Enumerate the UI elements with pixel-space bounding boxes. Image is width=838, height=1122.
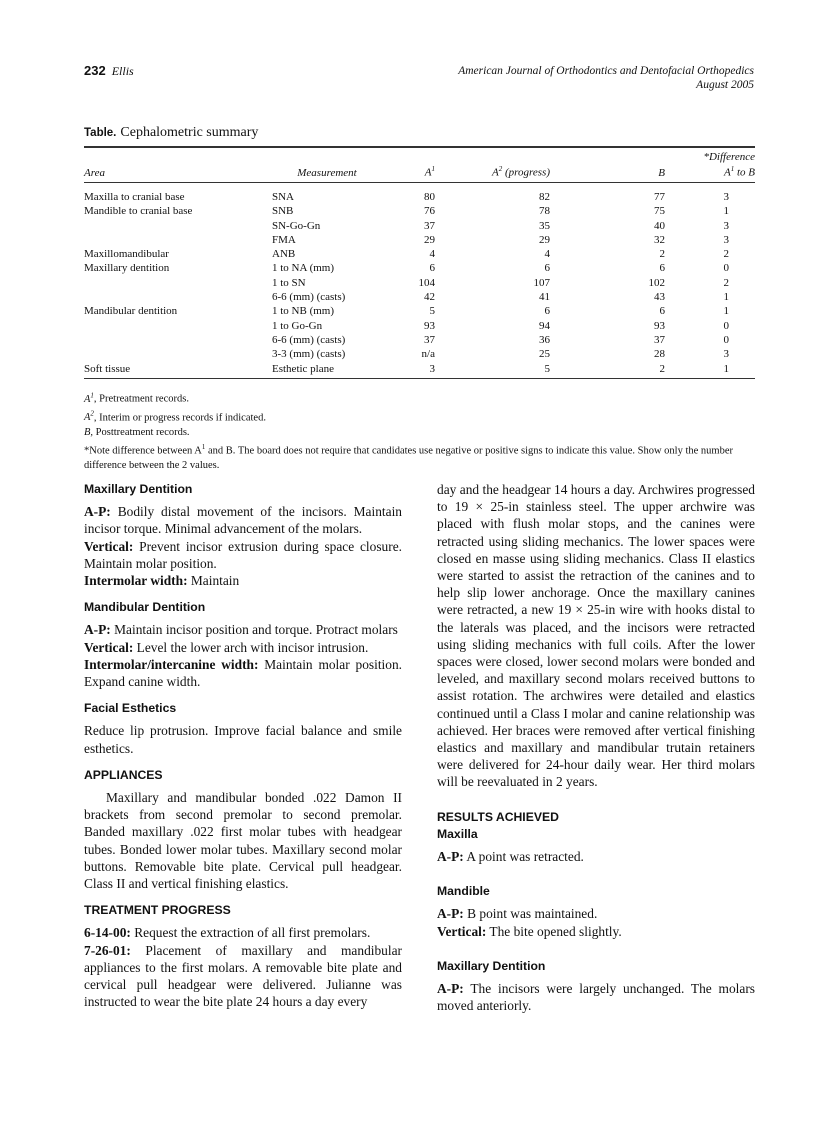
- paragraph: 7-26-01: Placement of maxillary and mandibular appliances to the first molars. A removable bite plate and cervical pull headgear were delivered. Julianne was instructed to wear the bite plate 24 hours a day every: [84, 942, 402, 1010]
- table-cell: [84, 333, 272, 347]
- table-row: [84, 190, 755, 204]
- table-cell: 2: [723, 248, 729, 261]
- table-title: Cephalometric summary: [120, 125, 259, 140]
- paragraph: Maxillary and mandibular bonded .022 Damon II brackets from second premolar to second premolar. Banded maxillary .022 first molar tubes with headgear tubes. Bonded lower molar tubes. Maxillary second molar buttons. Removable bite plate. Cervical pull headgear. Class II and vertical finishing elastics.: [84, 790, 402, 892]
- heading-maxilla: Maxilla: [437, 826, 478, 841]
- heading-maxillary-dentition-results: Maxillary Dentition: [437, 958, 546, 973]
- table-cell: [84, 347, 272, 361]
- table-cell: [84, 319, 272, 333]
- table-bottom-rule: [84, 378, 755, 379]
- table-cell: 40: [654, 219, 665, 232]
- table-cell: ANB: [272, 248, 296, 261]
- table-cell: 0: [723, 262, 729, 275]
- table-notes: [84, 388, 756, 473]
- paragraph: Intermolar width: Maintain: [84, 573, 240, 589]
- table-row: [84, 219, 755, 233]
- table-cell: 1 to Go-Gn: [272, 319, 323, 332]
- table-cell: 1: [723, 291, 729, 304]
- table-cell: [84, 219, 272, 233]
- table-cell: 0: [723, 333, 729, 346]
- page-number: 232: [84, 63, 106, 78]
- heading-maxillary-dentition: Maxillary Dentition: [84, 482, 193, 496]
- table-cell: 3: [723, 233, 729, 246]
- heading-mandibular-dentition: Mandibular Dentition: [84, 600, 206, 615]
- paragraph: A-P: Bodily distal movement of the incisors. Maintain incisor torque. Minimal advancement of the molars.: [84, 504, 402, 537]
- issue-date: August 2005: [696, 79, 754, 91]
- heading-mandible: Mandible: [437, 884, 490, 899]
- table-cell: 3: [723, 191, 729, 203]
- table-row: [84, 233, 755, 247]
- author: Ellis: [111, 64, 134, 78]
- table-cell: SN-Go-Gn: [272, 219, 321, 232]
- table-cell: 6: [659, 262, 665, 275]
- table-cell: 102: [648, 276, 665, 289]
- table-header-row: [84, 149, 755, 182]
- table-cell: 1 to SN: [272, 276, 306, 289]
- table-cell: 80: [424, 191, 435, 203]
- table-cell: 82: [539, 191, 550, 203]
- journal-name: American Journal of Orthodontics and Dentofacial Orthopedics: [458, 65, 754, 77]
- header-measurement: Measurement: [297, 167, 357, 179]
- table-cell: Mandibular dentition: [84, 305, 178, 318]
- paragraph: day and the headgear 14 hours a day. Archwires progressed to 19 × 25-in stainless steel. The upper archwire was placed with flush molar stops, and the canines were retracted using sliding mechanics. The lower spaces were closed en masse using sliding mechanics. Class II elastics were started to assist the retraction of the canines and to help slip lower anchorage. Once the maxillary canines were retracted, a new 19 × 25-in wire with hooks distal to the laterals was placed, and the incisors were retracted using sliding mechanics with full coils. After the lower spaces were closed, lower second molars were bonded and leveled, and maxillary second molars received buttons to assist rotation. The archwires were detailed and elastics continued until a Class I molar and canine relationship was achieved. Her braces were removed after vertical finishing elastics and maxillary and mandibular trutain retainers were delivered for 24-hour daily wear. Her third molars will be reevaluated in 2 years.: [437, 482, 755, 790]
- header-area: Area: [84, 167, 105, 179]
- header-a2: $A^2$ (progress): [492, 165, 550, 179]
- table-cell: 4: [429, 248, 435, 261]
- heading-appliances: APPLIANCES: [84, 767, 163, 782]
- header-difference: *Difference $A^1$ to B: [703, 151, 755, 179]
- table-cell: 6-6 (mm) (casts): [272, 291, 346, 304]
- table-cell: 6: [659, 305, 665, 318]
- paragraph: Vertical: The bite opened slightly.: [437, 923, 622, 939]
- table-row: [84, 319, 755, 333]
- table-cell: 4: [544, 248, 550, 261]
- table-cell: 35: [539, 219, 550, 232]
- table-cell: SNA: [272, 191, 295, 203]
- table-row: [84, 247, 755, 261]
- table-row: [84, 261, 755, 275]
- table-cell: 3: [723, 219, 729, 232]
- table-row: [84, 347, 755, 361]
- table-cell: 5: [544, 362, 550, 375]
- table-cell: Maxillomandibular: [84, 248, 169, 261]
- table-cell: 37: [424, 333, 435, 346]
- table-cell: 37: [424, 219, 435, 232]
- table-cell: 1 to NA (mm): [272, 262, 335, 275]
- paragraph: Intermolar/intercanine width: Maintain molar position. Expand canine width.: [84, 656, 403, 690]
- cephalometric-table: [84, 149, 755, 376]
- paragraph: A-P: A point was retracted.: [437, 849, 584, 865]
- table-cell: 1: [723, 205, 729, 218]
- table-cell: 6: [544, 262, 550, 275]
- header-a1: $A^1$: [424, 165, 435, 179]
- table-cell: [84, 290, 272, 304]
- paragraph: Vertical: Prevent incisor extrusion during space closure. Maintain molar position.: [84, 538, 402, 571]
- table-cell: 25: [539, 348, 550, 361]
- table-cell: 29: [424, 233, 435, 246]
- table-cell: SNB: [272, 205, 294, 218]
- table-cell: 41: [539, 291, 550, 304]
- table-cell: FMA: [272, 233, 296, 246]
- table-cell: 107: [533, 276, 550, 289]
- table-row: [84, 204, 755, 218]
- table-cell: 3: [723, 348, 729, 361]
- table-cell: Soft tissue: [84, 362, 131, 375]
- heading-results-achieved: RESULTS ACHIEVED: [437, 809, 559, 824]
- paragraph: A-P: Maintain incisor position and torque. Protract molars: [84, 622, 398, 638]
- table-cell: 2: [723, 276, 729, 289]
- paragraph: Reduce lip protrusion. Improve facial balance and smile esthetics.: [84, 723, 402, 756]
- table-cell: 1: [723, 362, 729, 375]
- header-b: B: [658, 167, 665, 179]
- table-cell: 104: [418, 276, 435, 289]
- note-b: B, Posttreatment records.: [84, 426, 190, 438]
- table-cell: 3-3 (mm) (casts): [272, 348, 346, 361]
- table-cell: 42: [424, 291, 435, 304]
- left-column: [84, 481, 402, 1010]
- table-cell: Mandible to cranial base: [84, 205, 193, 218]
- table-row: [84, 333, 755, 347]
- table-cell: 75: [654, 205, 665, 218]
- table-cell: 94: [539, 319, 550, 332]
- table-cell: 76: [424, 205, 435, 218]
- table-cell: 2: [659, 248, 665, 261]
- paragraph: A-P: B point was maintained.: [437, 906, 598, 922]
- table-row: [84, 276, 755, 290]
- table-label: Table.: [84, 127, 117, 139]
- table-cell: n/a: [421, 348, 435, 361]
- table-cell: 6: [429, 262, 435, 275]
- table-cell: 0: [723, 319, 729, 332]
- table-cell: [84, 233, 272, 247]
- table-cell: Maxillary dentition: [84, 262, 170, 275]
- table-caption: [84, 125, 258, 141]
- table-top-rule: [84, 146, 755, 148]
- table-cell: 43: [654, 291, 665, 304]
- table-cell: 5: [429, 305, 435, 318]
- table-row: [84, 290, 755, 304]
- table-cell: 6: [544, 305, 550, 318]
- table-cell: [84, 276, 272, 290]
- heading-treatment-progress: TREATMENT PROGRESS: [84, 903, 231, 918]
- table-cell: 32: [654, 233, 665, 246]
- table-cell: 28: [654, 348, 665, 361]
- table-cell: 93: [654, 319, 665, 332]
- paragraph: 6-14-00: Request the extraction of all first premolars.: [84, 925, 371, 941]
- table-cell: 1 to NB (mm): [272, 305, 335, 318]
- note-a2: $A^2$, Interim or progress records if indicated.: [84, 409, 266, 424]
- table-cell: 2: [659, 362, 665, 375]
- table-cell: 3: [429, 362, 435, 375]
- table-cell: 37: [654, 333, 665, 346]
- table-cell: Esthetic plane: [272, 362, 335, 375]
- table-cell: 93: [424, 319, 435, 332]
- table-row: [84, 304, 755, 318]
- table-cell: 6-6 (mm) (casts): [272, 333, 346, 346]
- table-cell: 1: [723, 305, 729, 318]
- table-cell: 77: [654, 191, 665, 203]
- table-cell: Maxilla to cranial base: [84, 191, 185, 203]
- paragraph: A-P: The incisors were largely unchanged. The molars moved anteriorly.: [437, 981, 755, 1014]
- table-cell: 78: [539, 205, 550, 218]
- heading-facial-esthetics: Facial Esthetics: [84, 701, 177, 716]
- running-header-right: [458, 64, 754, 92]
- note-difference: *Note difference between $A^1$ and B. The board does not require that candidates use negative or positive signs to indicate this value. Show only the number difference between the 2 values.: [84, 442, 733, 471]
- right-column: [437, 481, 755, 1014]
- paragraph: Vertical: Level the lower arch with incisor intrusion.: [84, 639, 369, 655]
- note-a1: $A^1$, Pretreatment records.: [84, 391, 189, 405]
- table-row: [84, 362, 755, 376]
- table-cell: 29: [539, 233, 550, 246]
- running-header-left: [84, 63, 134, 79]
- table-cell: 36: [539, 333, 550, 346]
